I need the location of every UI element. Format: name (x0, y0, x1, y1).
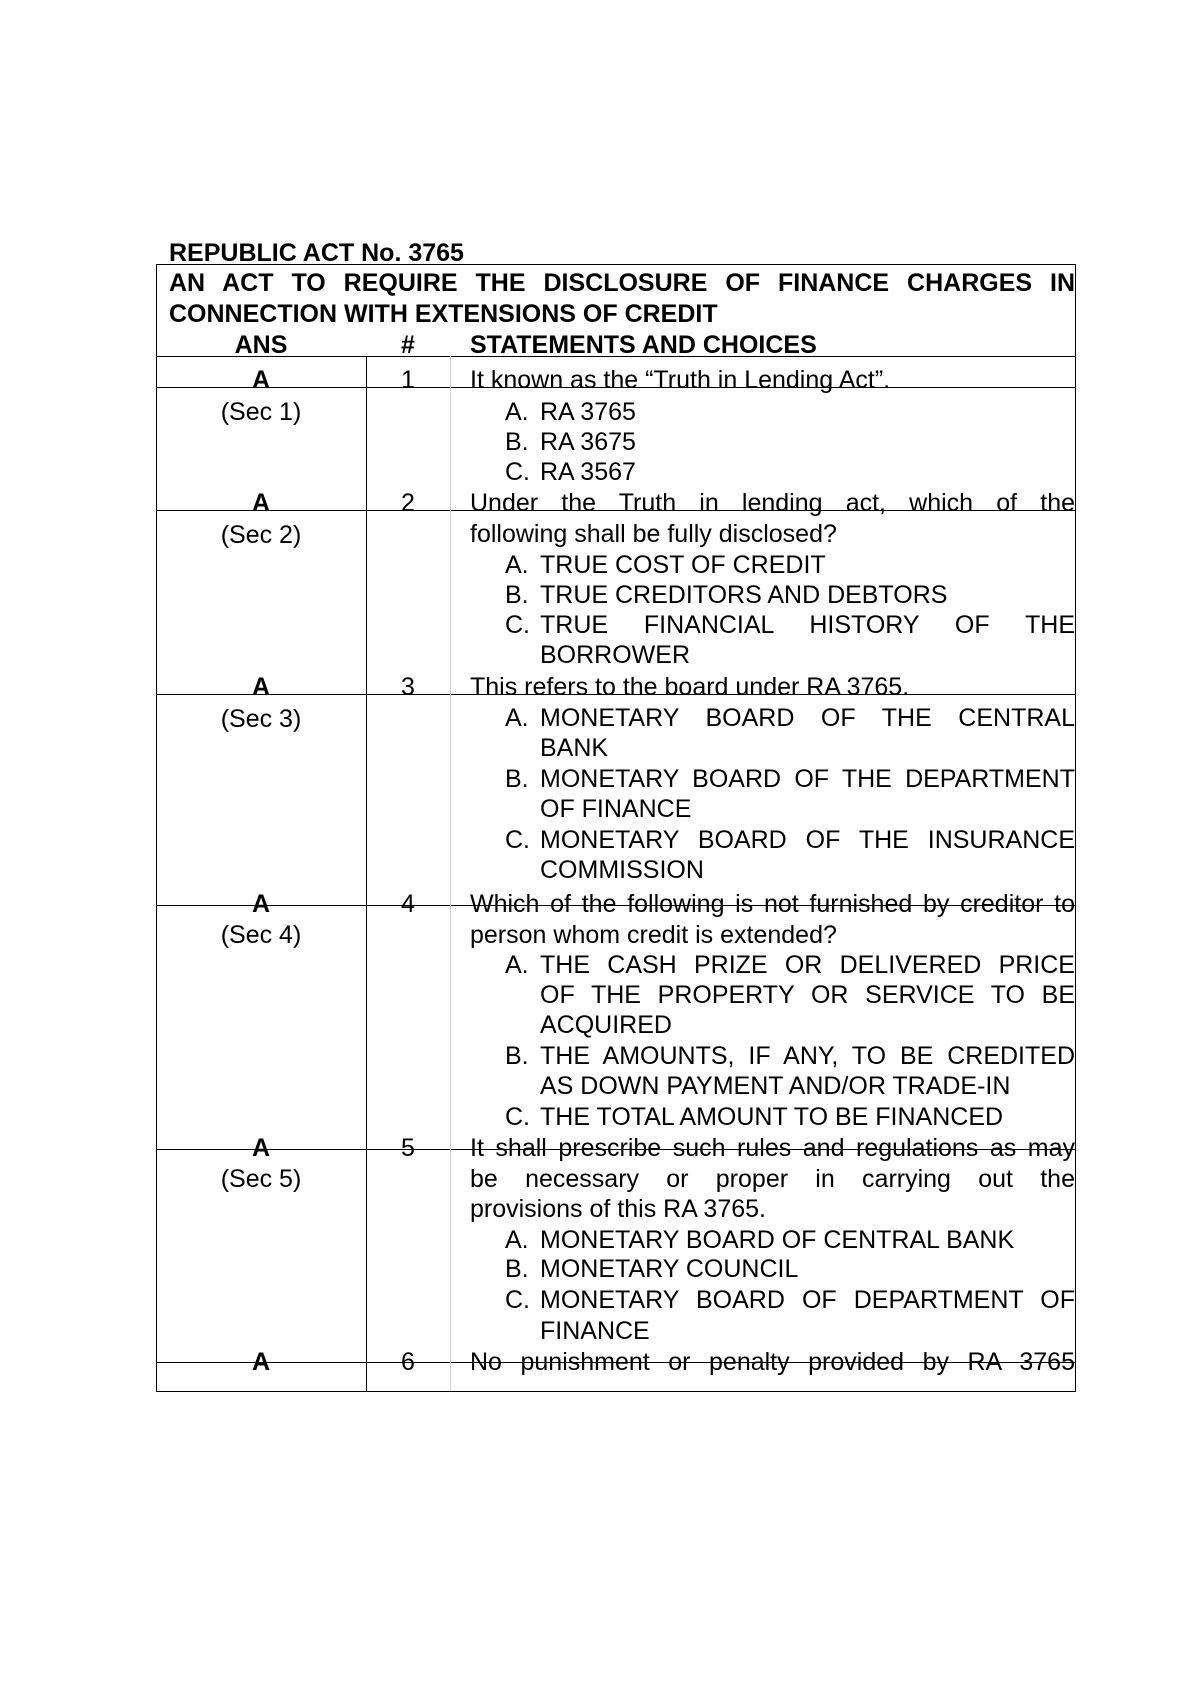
section-ref: (Sec 1) (220, 398, 302, 426)
republic-act-heading: REPUBLIC ACT No. 3765 (169, 239, 464, 267)
choice-text: RA 3765 (540, 398, 636, 426)
question-number: 5 (401, 1134, 415, 1162)
answer-cell: A (251, 489, 271, 517)
choice-text: FINANCE (540, 1317, 650, 1345)
answer-cell: A (251, 673, 271, 701)
answer-cell: A (251, 366, 271, 394)
statements-column-header: STATEMENTS AND CHOICES (470, 331, 817, 359)
question-number: 6 (401, 1348, 415, 1376)
answer-cell: A (251, 890, 271, 918)
choice-letter: C. (505, 1103, 530, 1131)
question-number: 2 (401, 489, 415, 517)
ans-column-header: ANS (234, 331, 288, 359)
number-column-header: # (401, 331, 415, 359)
choice-letter: A. (505, 704, 529, 732)
choice-text: THE TOTAL AMOUNT TO BE FINANCED (540, 1103, 1004, 1131)
choice-letter: B. (505, 765, 529, 793)
question-number: 4 (401, 890, 415, 918)
table-right-border (1075, 264, 1076, 1391)
choice-text: MONETARY BOARD OF THE INSURANCE (540, 826, 1075, 854)
choice-text: MONETARY BOARD OF DEPARTMENT OF (540, 1286, 1075, 1314)
question-text: It known as the “Truth in Lending Act”. (470, 366, 891, 394)
choice-letter: C. (505, 826, 530, 854)
column-divider (450, 356, 451, 1391)
choice-text: COMMISSION (540, 856, 704, 884)
question-text: Under the Truth in lending act, which of the (470, 489, 1075, 517)
act-title-line-2: CONNECTION WITH EXTENSIONS OF CREDIT (169, 300, 718, 328)
choice-text: MONETARY BOARD OF THE DEPARTMENT (540, 765, 1075, 793)
question-text: This refers to the board under RA 3765. (470, 673, 910, 701)
choice-text: MONETARY BOARD OF THE CENTRAL (540, 704, 1075, 732)
choice-text: RA 3675 (540, 428, 636, 456)
answer-cell: A (251, 1134, 271, 1162)
answer-cell: A (251, 1348, 271, 1376)
act-title-line-1: AN ACT TO REQUIRE THE DISCLOSURE OF FINANCE CHARGES IN (169, 269, 1075, 297)
choice-text: OF THE PROPERTY OR SERVICE TO BE (540, 981, 1075, 1009)
choice-text: BORROWER (540, 641, 690, 669)
choice-letter: A. (505, 1226, 529, 1254)
table-left-border (156, 264, 157, 1391)
choice-letter: B. (505, 581, 529, 609)
question-text: provisions of this RA 3765. (470, 1195, 766, 1223)
choice-text: AS DOWN PAYMENT AND/OR TRADE-IN (540, 1072, 1011, 1100)
choice-letter: A. (505, 951, 529, 979)
choice-letter: C. (505, 611, 530, 639)
header-row-border (156, 356, 1076, 357)
question-number: 3 (401, 673, 415, 701)
choice-text: TRUE FINANCIAL HISTORY OF THE (540, 611, 1075, 639)
choice-text: MONETARY COUNCIL (540, 1255, 799, 1283)
choice-letter: A. (505, 551, 529, 579)
question-text: person whom credit is extended? (470, 921, 837, 949)
choice-text: RA 3567 (540, 458, 636, 486)
choice-letter: C. (505, 458, 530, 486)
choice-text: MONETARY BOARD OF CENTRAL BANK (540, 1226, 1015, 1254)
section-ref: (Sec 4) (220, 921, 302, 949)
question-number: 1 (401, 366, 415, 394)
choice-text: THE CASH PRIZE OR DELIVERED PRICE (540, 951, 1075, 979)
choice-text: OF FINANCE (540, 795, 692, 823)
table-bottom-border (156, 1391, 1076, 1392)
question-text: be necessary or proper in carrying out the (470, 1165, 1075, 1193)
choice-letter: C. (505, 1286, 530, 1314)
choice-letter: B. (505, 1042, 529, 1070)
section-ref: (Sec 3) (220, 705, 302, 733)
question-text: Which of the following is not furnished by creditor to (470, 890, 1075, 918)
choice-letter: A. (505, 398, 529, 426)
question-text: It shall prescribe such rules and regulations as may (470, 1134, 1075, 1162)
choice-text: THE AMOUNTS, IF ANY, TO BE CREDITED (540, 1042, 1075, 1070)
section-ref: (Sec 5) (220, 1165, 302, 1193)
section-ref: (Sec 2) (220, 521, 302, 549)
choice-text: TRUE CREDITORS AND DEBTORS (540, 581, 948, 609)
choice-text: ACQUIRED (540, 1011, 672, 1039)
choice-text: TRUE COST OF CREDIT (540, 551, 826, 579)
question-text: No punishment or penalty provided by RA 3765 (470, 1348, 1075, 1376)
choice-letter: B. (505, 1255, 529, 1283)
choice-letter: B. (505, 428, 529, 456)
choice-text: BANK (540, 734, 609, 762)
question-text: following shall be fully disclosed? (470, 520, 837, 548)
table-top-border (156, 264, 1076, 265)
